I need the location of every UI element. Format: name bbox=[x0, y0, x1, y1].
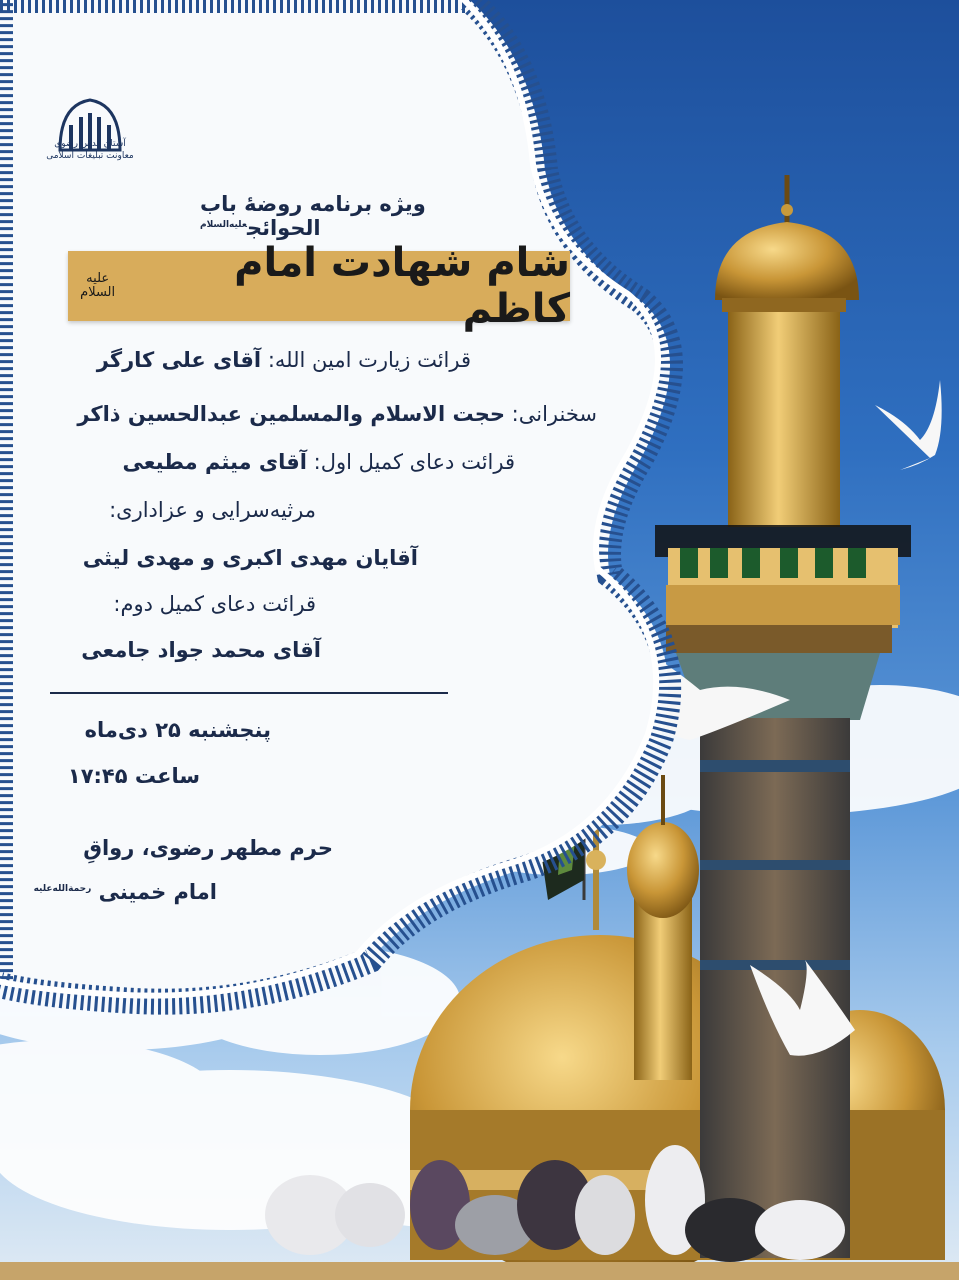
program-subtitle-text: ویژه برنامه روضهٔ باب الحوائج bbox=[200, 192, 426, 240]
venue-line2 bbox=[34, 880, 217, 904]
program-item-1-value: آقای علی کارگر bbox=[96, 348, 262, 372]
program-item-3-value: آقای میثم مطیعی bbox=[122, 450, 307, 474]
program-item-4-label: مرثیه‌سرایی و عزاداری: bbox=[109, 498, 316, 522]
organization-name-line1: آستان قدس رضوی bbox=[54, 139, 126, 149]
organization-name-line2: معاونت تبلیغات اسلامی bbox=[46, 151, 134, 161]
title-honor: علیه السلام bbox=[80, 271, 116, 300]
program-item-2-value: حجت الاسلام والمسلمین عبدالحسین ذاکر bbox=[77, 402, 505, 426]
event-title: شام شهادت امام کاظم bbox=[234, 240, 570, 332]
divider-line bbox=[50, 692, 448, 694]
event-time: ساعت ۱۷:۴۵ bbox=[67, 764, 200, 788]
program-item-1 bbox=[97, 348, 471, 372]
venue-name: امام خمینی bbox=[98, 880, 217, 904]
program-subtitle bbox=[200, 192, 480, 240]
program-item-1-label: قرائت زیارت امین الله: bbox=[267, 348, 471, 372]
title-banner bbox=[68, 240, 570, 332]
organization-name bbox=[40, 138, 140, 162]
program-item-3-label: قرائت دعای کمیل اول: bbox=[313, 450, 515, 474]
program-item-2-label: سخنرانی: bbox=[511, 402, 597, 426]
program-item-5-value: آقای محمد جواد جامعی bbox=[81, 638, 321, 662]
event-date: پنجشنبه ۲۵ دی‌ماه bbox=[84, 718, 271, 742]
program-item-5-label: قرائت دعای کمیل دوم: bbox=[113, 592, 316, 616]
program-item-3 bbox=[123, 450, 516, 474]
subtitle-honor: علیه‌السلام bbox=[200, 220, 247, 230]
program-item-4-value: آقایان مهدی اکبری و مهدی لیثی bbox=[82, 546, 418, 570]
venue-honor: رحمة‌الله‌علیه bbox=[33, 884, 92, 894]
venue-line1: حرم مطهر رضوی، رواقِ bbox=[83, 836, 333, 860]
program-item-2 bbox=[77, 402, 597, 426]
